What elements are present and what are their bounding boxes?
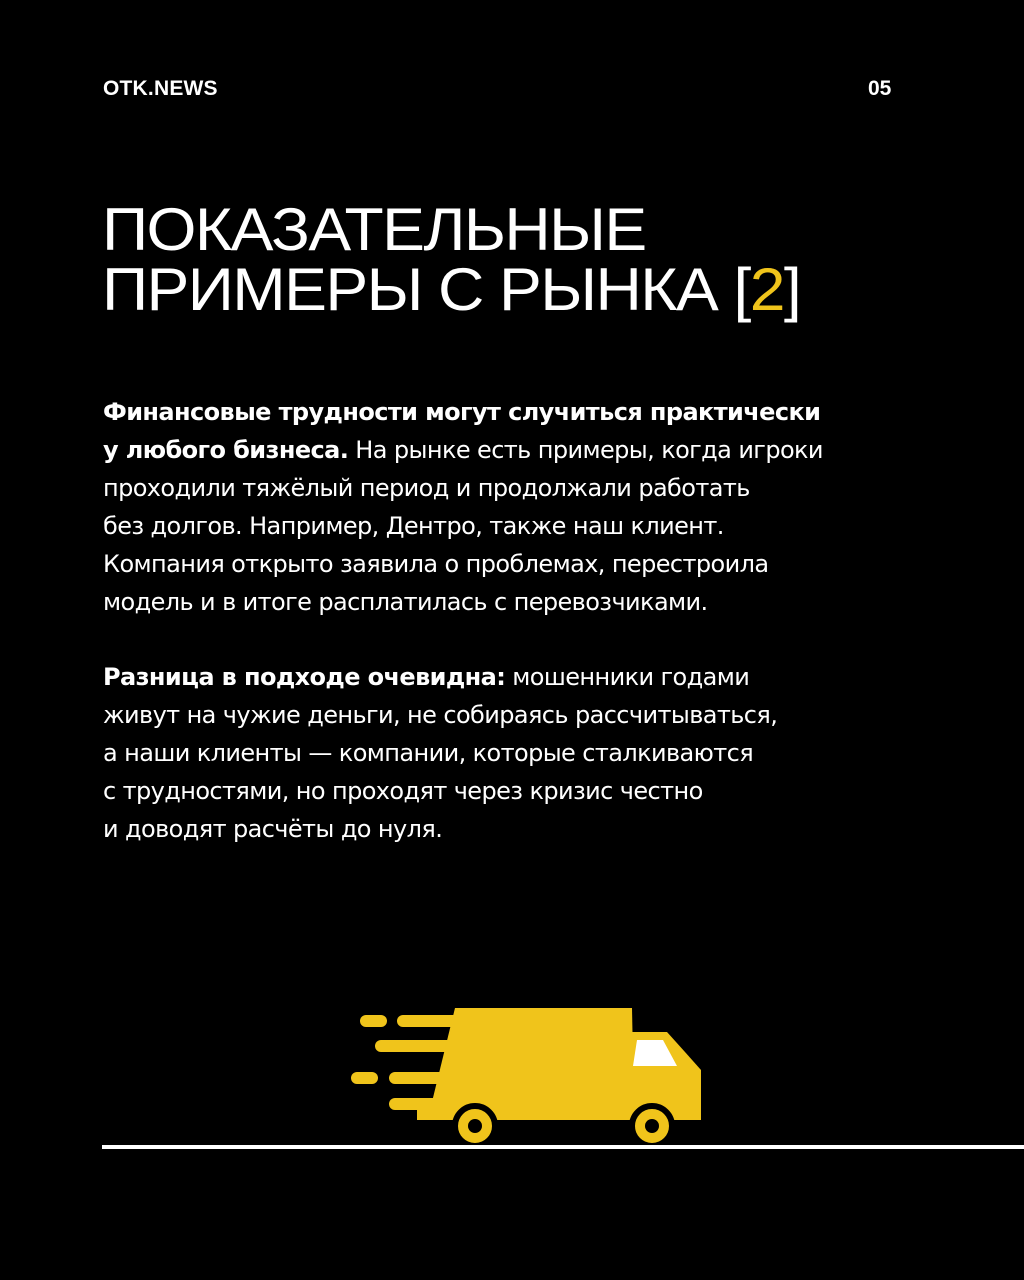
- paragraph-market-examples: [103, 393, 903, 621]
- title-line-1: ПОКАЗАТЕЛЬНЫЕ: [102, 196, 646, 263]
- paragraph-approach-difference: [103, 658, 903, 848]
- ground-line: [102, 1145, 1024, 1149]
- delivery-truck-icon: [345, 1000, 705, 1154]
- title-line-2-suffix: ]: [783, 256, 801, 323]
- truck-illustration: [345, 1000, 705, 1150]
- paragraph1-line5: Компания открыто заявила о проблемах, перестроила: [103, 550, 769, 578]
- brand-name: OTK.NEWS: [103, 77, 218, 100]
- paragraph1-line2-rest: На рынке есть примеры, когда игроки: [348, 436, 823, 464]
- paragraph2-line4: с трудностями, но проходят через кризис честно: [103, 777, 703, 805]
- paragraph2-line3: а наши клиенты — компании, которые сталкиваются: [103, 739, 754, 767]
- paragraph2-line2: живут на чужие деньги, не собираясь рассчитываться,: [103, 701, 778, 729]
- page-title: [102, 196, 801, 323]
- paragraph2-line5: и доводят расчёты до нуля.: [103, 815, 443, 843]
- paragraph1-line6: модель и в итоге расплатилась с перевозчиками.: [103, 588, 708, 616]
- paragraph1-line3: проходили тяжёлый период и продолжали работать: [103, 474, 750, 502]
- paragraph1-bold-line1: Финансовые трудности могут случиться практически: [103, 398, 821, 426]
- paragraph2-line1-rest: мошенники годами: [505, 663, 750, 691]
- paragraph2-bold-lead: Разница в подходе очевидна:: [103, 663, 506, 691]
- paragraph1-bold-line2: у любого бизнеса.: [103, 436, 349, 464]
- title-accent-number: 2: [749, 256, 784, 323]
- title-line-2-prefix: ПРИМЕРЫ С РЫНКА [: [102, 256, 750, 323]
- paragraph1-line4: без долгов. Например, Дентро, также наш клиент.: [103, 512, 724, 540]
- page-number: 05: [868, 77, 892, 100]
